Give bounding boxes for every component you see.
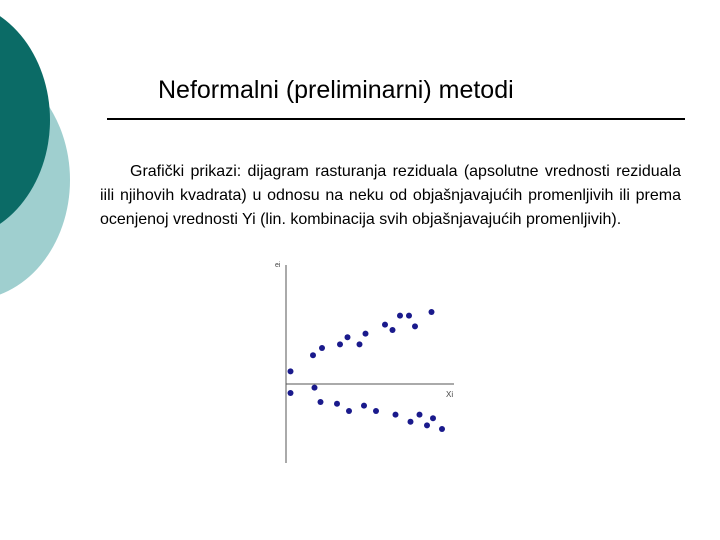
slide-body-text: Grafički prikazi: dijagram rasturanja reziduala (apsolutne vrednosti reziduala iili njihovih kvadrata) u odnosu na neku od objašnjavajućih promenljivih ili prema ocenjenoj vrednosti Yi (lin. kombinacija svih objašnjavajućih promenljivih).	[100, 163, 681, 228]
scatter-point-upper-4	[345, 334, 351, 340]
title-underline	[107, 118, 685, 120]
scatter-point-upper-3	[337, 341, 343, 347]
scatter-point-lower-4	[346, 408, 352, 414]
scatter-point-lower-12	[439, 426, 445, 432]
scatter-point-upper-0	[288, 368, 294, 374]
scatter-point-lower-5	[361, 403, 367, 409]
scatter-point-lower-3	[334, 401, 340, 407]
scatter-point-lower-10	[424, 422, 430, 428]
scatter-point-lower-9	[417, 412, 423, 418]
scatter-point-upper-9	[397, 313, 403, 319]
scatter-point-upper-5	[357, 341, 363, 347]
scatter-point-lower-8	[408, 419, 414, 425]
scatter-point-lower-2	[318, 399, 324, 405]
scatter-point-upper-6	[363, 331, 369, 337]
scatter-point-lower-1	[312, 385, 318, 391]
y-axis-label: ei	[275, 262, 281, 269]
slide-title: Neformalni (preliminarni) metodi	[158, 76, 514, 104]
scatter-point-upper-10	[406, 313, 412, 319]
scatter-point-lower-0	[288, 390, 294, 396]
scatter-point-lower-7	[393, 412, 399, 418]
scatter-point-upper-11	[412, 323, 418, 329]
scatter-point-upper-8	[390, 327, 396, 333]
scatter-points	[288, 309, 446, 432]
scatter-point-lower-11	[430, 415, 436, 421]
x-axis-label: Xi	[446, 390, 454, 399]
residual-scatter-plot	[260, 255, 470, 470]
scatter-point-lower-6	[373, 408, 379, 414]
scatter-point-upper-1	[310, 352, 316, 358]
scatter-point-upper-12	[429, 309, 435, 315]
scatter-point-upper-7	[382, 322, 388, 328]
scatter-point-upper-2	[319, 345, 325, 351]
